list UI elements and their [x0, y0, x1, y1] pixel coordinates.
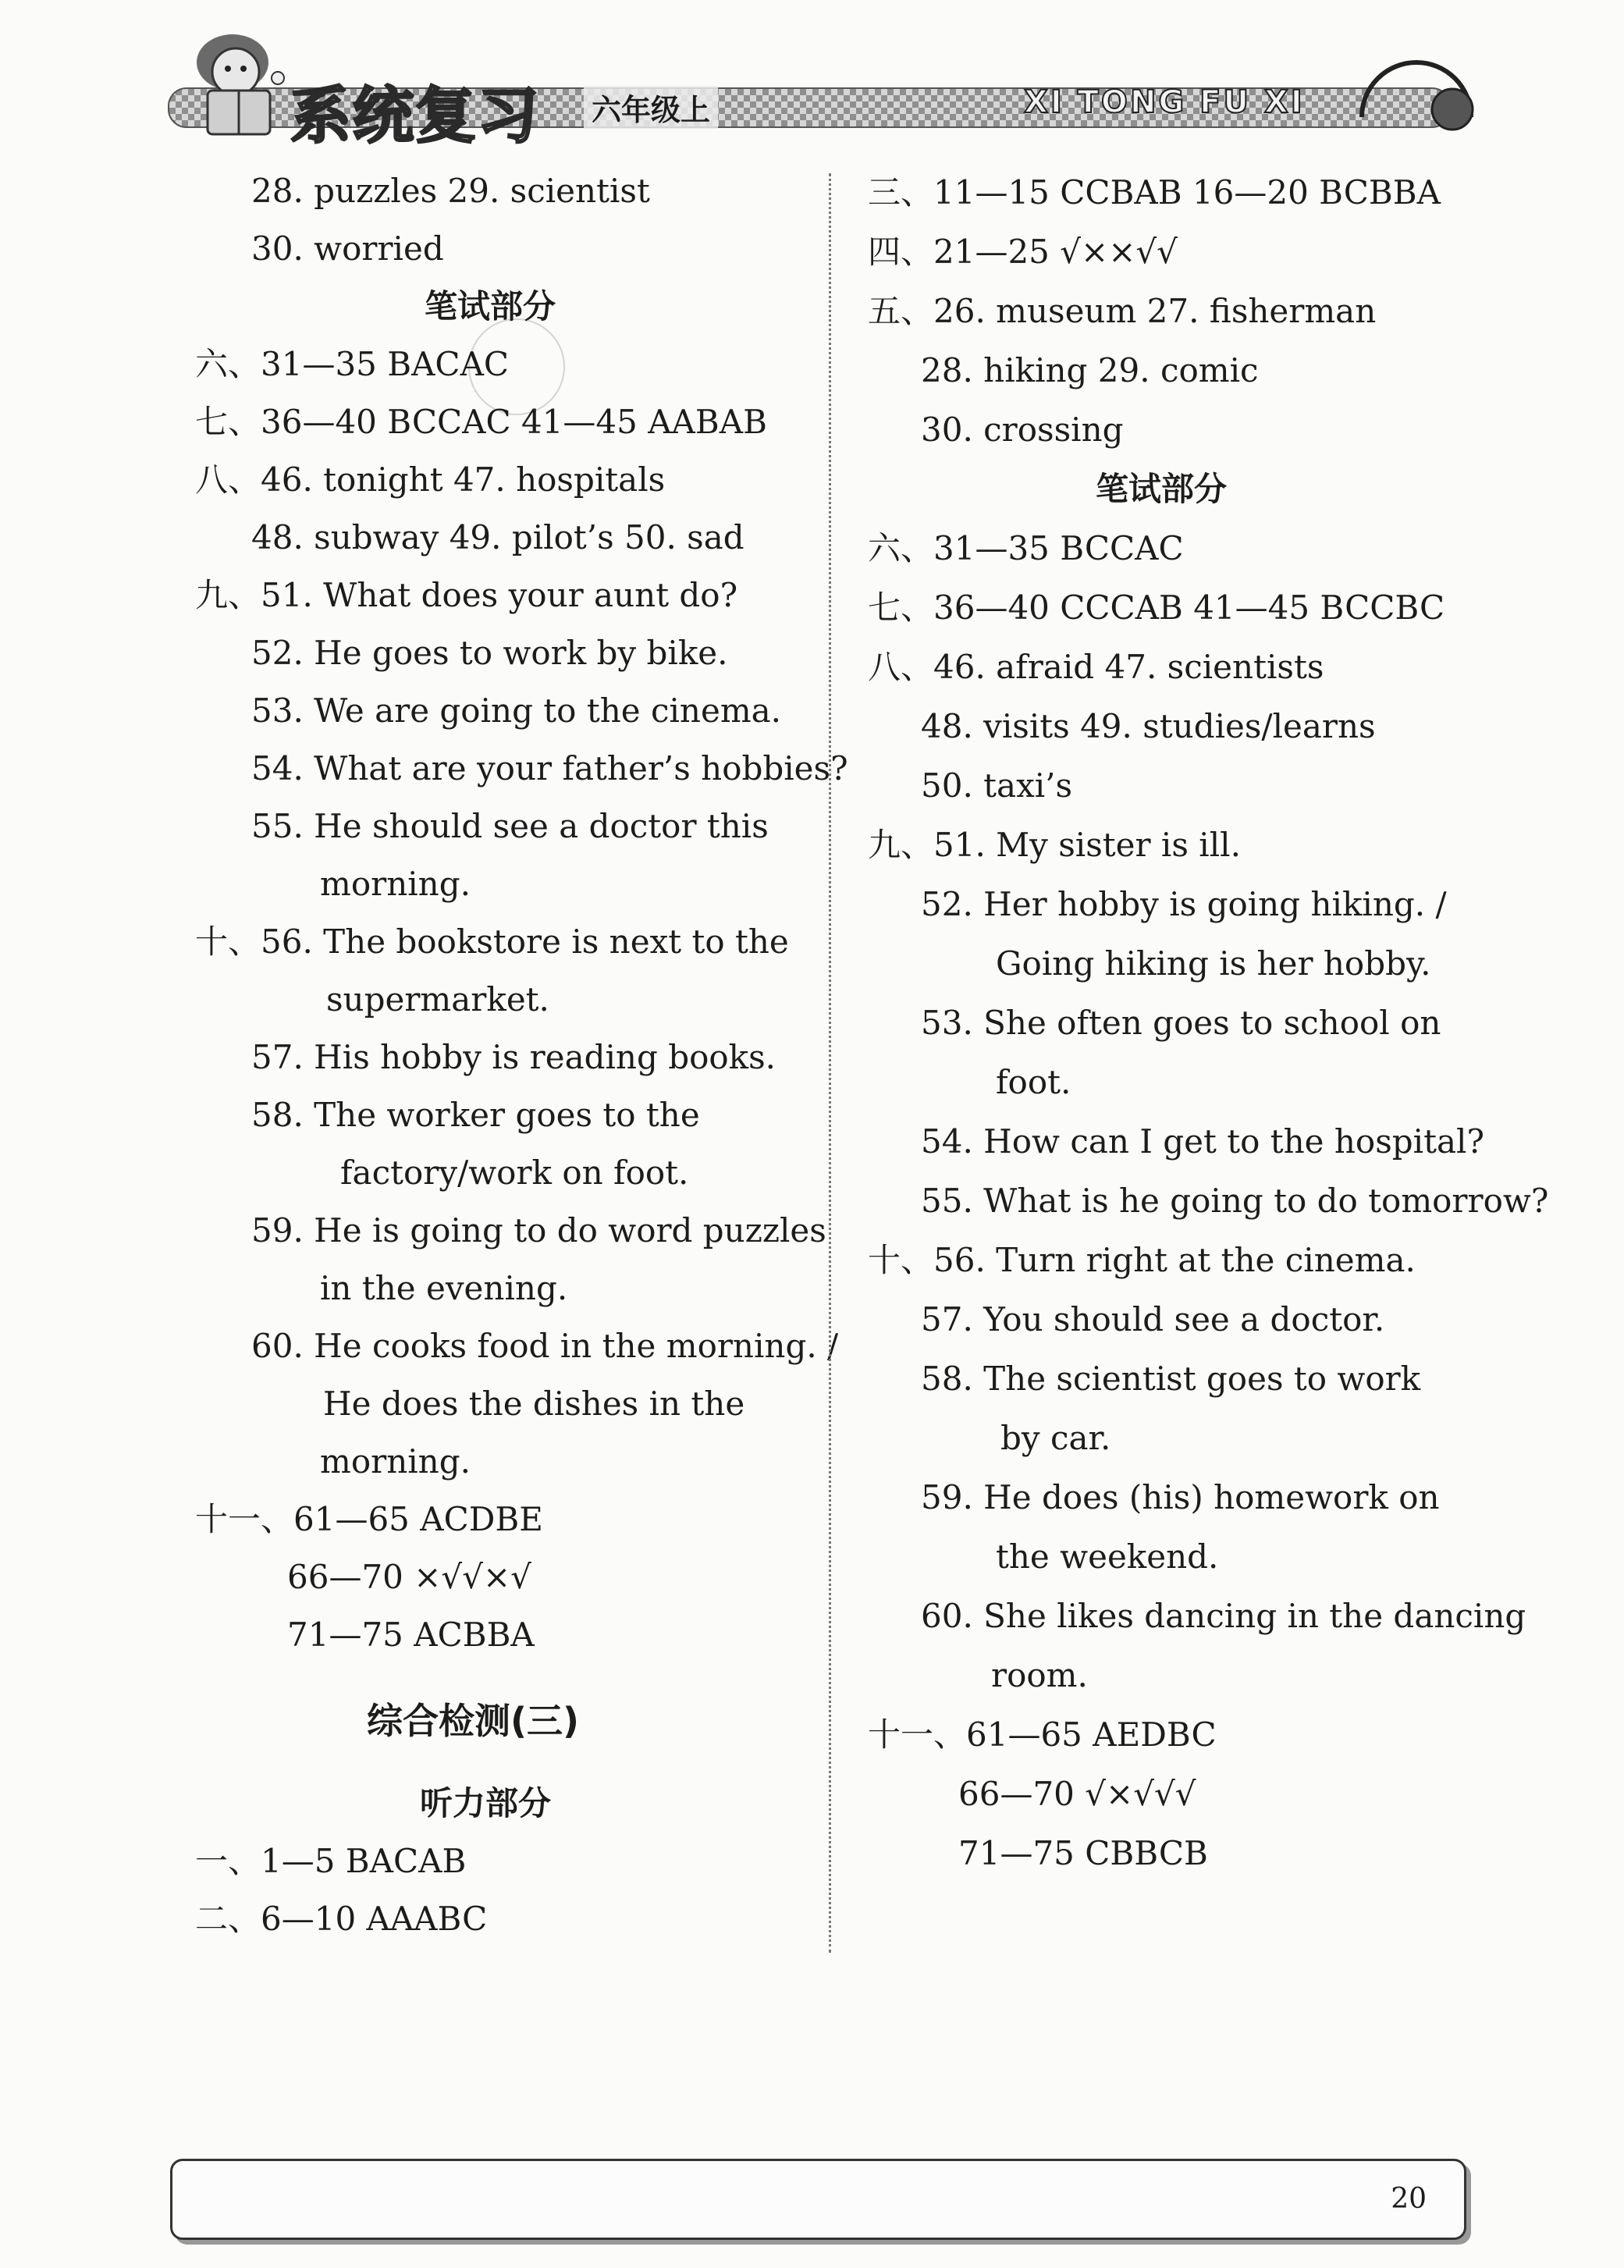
section-heading: 笔试部分: [425, 287, 556, 325]
answer-line: 53. We are going to the cinema.: [251, 691, 782, 730]
answer-line: 55. He should see a doctor this: [251, 807, 769, 845]
answer-line: 52. Her hobby is going hiking. /: [921, 885, 1447, 923]
test-title: 综合检测(三): [367, 1700, 580, 1742]
header-title: 系统复习: [290, 81, 541, 151]
answer-line: 六、31—35 BCCAC: [868, 529, 1184, 567]
answer-line: 60. She likes dancing in the dancing: [921, 1597, 1526, 1635]
answer-line: 28. hiking 29. comic: [921, 351, 1259, 389]
answer-line: 七、36—40 CCCAB 41—45 BCCBC: [868, 588, 1445, 627]
answer-line: 30. crossing: [921, 411, 1124, 449]
answer-line: 十一、61—65 ACDBE: [195, 1500, 543, 1538]
answer-line: room.: [991, 1656, 1088, 1694]
answer-line: 十一、61—65 AEDBC: [868, 1715, 1217, 1754]
answer-line: 四、21—25 √××√√: [868, 233, 1178, 271]
answer-line: 55. What is he going to do tomorrow?: [921, 1182, 1549, 1220]
answer-line: in the evening.: [320, 1269, 568, 1307]
header-arc-icon: [1354, 47, 1479, 133]
answer-line: 八、46. tonight 47. hospitals: [195, 460, 666, 499]
answer-line: 三、11—15 CCBAB 16—20 BCBBA: [868, 173, 1441, 212]
answer-line: 59. He does (his) homework on: [921, 1478, 1440, 1516]
page-number: 20: [1391, 2183, 1427, 2215]
answer-line: 71—75 ACBBA: [287, 1616, 535, 1654]
answer-line: 58. The worker goes to the: [251, 1096, 700, 1134]
answer-line: 50. taxi’s: [921, 766, 1073, 805]
answer-line: 53. She often goes to school on: [921, 1004, 1441, 1042]
answer-line: 二、6—10 AAABC: [195, 1900, 488, 1938]
header-grade: 六年级上: [584, 86, 718, 129]
header-pinyin: XI TONG FU XI: [1024, 84, 1305, 120]
page-header: [0, 0, 1624, 156]
answer-line: morning.: [320, 1442, 471, 1481]
answer-line: foot.: [996, 1063, 1071, 1101]
answer-line: 66—70 √×√√√: [958, 1775, 1196, 1813]
answer-line: 52. He goes to work by bike.: [251, 634, 728, 672]
answer-line: 七、36—40 BCCAC 41—45 AABAB: [195, 403, 767, 441]
answer-line: 28. puzzles 29. scientist: [251, 172, 650, 210]
answer-line: 66—70 ×√√×√: [287, 1558, 531, 1596]
answer-line: 48. visits 49. studies/learns: [921, 707, 1376, 745]
footer-bar: [170, 2159, 1466, 2240]
answer-line: 十、56. The bookstore is next to the: [195, 922, 789, 961]
answer-line: 59. He is going to do word puzzles: [251, 1211, 826, 1250]
column-divider: [829, 173, 831, 1953]
section-heading: 听力部分: [420, 1784, 552, 1822]
answer-line: 五、26. museum 27. fisherman: [868, 292, 1377, 330]
answer-line: supermarket.: [326, 980, 549, 1018]
answer-line: morning.: [320, 865, 471, 903]
answer-line: 58. The scientist goes to work: [921, 1360, 1421, 1398]
answer-line: He does the dishes in the: [323, 1385, 745, 1423]
answer-line: 九、51. What does your aunt do?: [195, 576, 738, 614]
answer-line: 60. He cooks food in the morning. /: [251, 1327, 839, 1365]
answer-line: 54. How can I get to the hospital?: [921, 1122, 1484, 1161]
answer-line: 54. What are your father’s hobbies?: [251, 749, 848, 787]
answer-line: 八、46. afraid 47. scientists: [868, 648, 1324, 686]
answer-line: Going hiking is her hobby.: [996, 944, 1431, 983]
answer-line: the weekend.: [996, 1537, 1219, 1576]
answer-line: 30. worried: [251, 229, 444, 268]
answer-line: 一、1—5 BACAB: [195, 1842, 467, 1880]
answer-line: 57. His hobby is reading books.: [251, 1038, 776, 1076]
answer-line: 48. subway 49. pilot’s 50. sad: [251, 518, 744, 556]
answer-line: 十、56. Turn right at the cinema.: [868, 1241, 1416, 1279]
answer-line: 九、51. My sister is ill.: [868, 826, 1241, 864]
answer-line: 六、31—35 BACAC: [195, 345, 510, 383]
answer-line: 71—75 CBBCB: [958, 1834, 1208, 1872]
answer-line: factory/work on foot.: [340, 1154, 689, 1192]
section-heading: 笔试部分: [1096, 470, 1228, 508]
answer-line: by car.: [1000, 1419, 1111, 1457]
answer-line: 57. You should see a doctor.: [921, 1300, 1385, 1338]
